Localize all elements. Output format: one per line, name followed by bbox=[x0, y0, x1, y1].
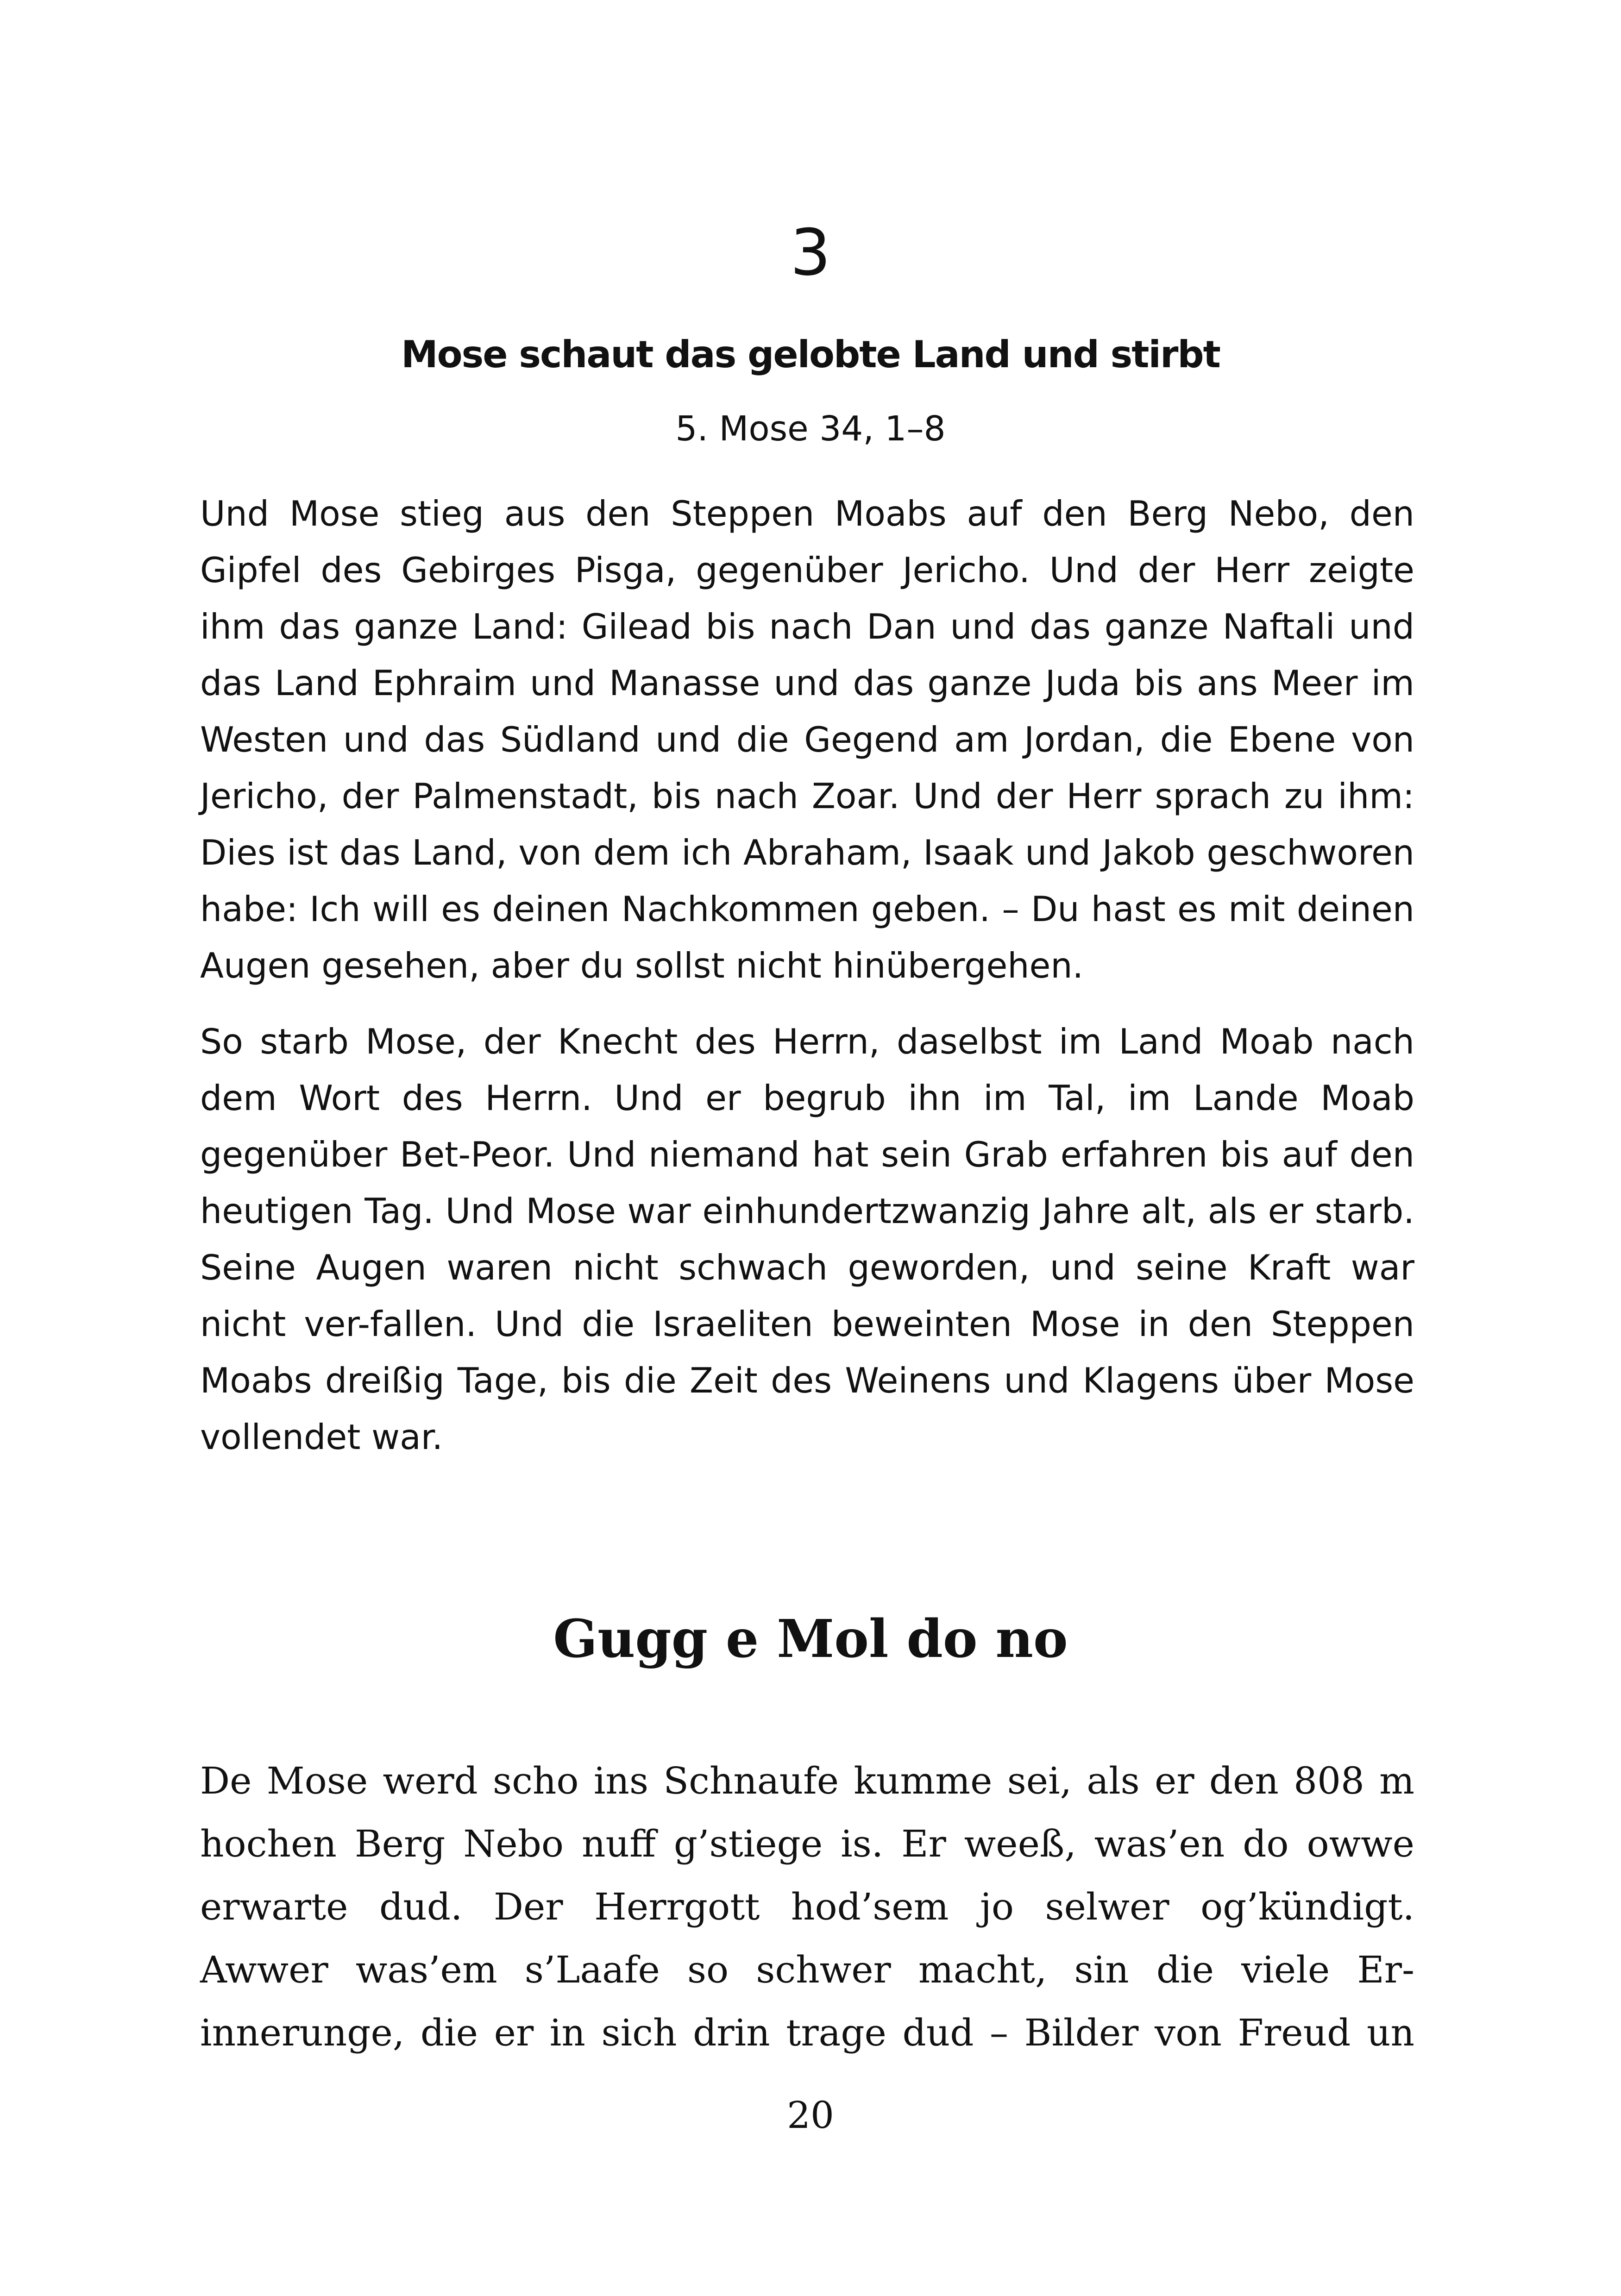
chapter-number: 3 bbox=[790, 215, 831, 290]
scripture-paragraph: So starb Mose, der Knecht des Herrn, daselbst im Land Moab nach dem Wort des Herrn. Und er begrub ihn im Tal, im Lande Moab gegenüber Bet-Peor. Und niemand hat sein Grab erfahren bis auf den heutigen Tag. Und Mose war einhundertzwanzig Jahre alt, als er starb. Seine Augen waren nicht schwach geworden, und seine Kraft war nicht ver-fallen. Und die Israeliten beweinten Mose in den Steppen Moabs dreißig Tage, bis die Zeit des Weinens und Klagens über Mose vollendet war. bbox=[200, 1022, 1414, 1457]
page-number: 20 bbox=[787, 2094, 834, 2137]
bible-reference: 5. Mose 34, 1–8 bbox=[675, 409, 946, 449]
dialect-paragraph: De Mose werd scho ins Schnaufe kumme sei, als er den 808 m hochen Berg Nebo nuff g’stiege is. Er weeß, was’en do owwe erwarte dud. Der Herrgott hod’sem jo selwer og’kündigt. Awwer was’em s’Laafe so schwer macht, sin die viele Er-innerunge, die er in sich drin trage dud – Bilder von Freud un bbox=[200, 1759, 1414, 2054]
section-heading: Gugg e Mol do no bbox=[553, 1609, 1068, 1669]
scripture-paragraph: Und Mose stieg aus den Steppen Moabs auf den Berg Nebo, den Gipfel des Gebirges Pisga, gegenüber Jericho. Und der Herr zeigte ihm das ganze Land: Gilead bis nach Dan und das ganze Naftali und das Land Ephraim und Manasse und das ganze Juda bis ans Meer im Westen und das Südland und die Gegend am Jordan, die Ebene von Jericho, der Palmenstadt, bis nach Zoar. Und der Herr sprach zu ihm: Dies ist das Land, von dem ich Abraham, Isaak und Jakob geschworen habe: Ich will es deinen Nachkommen geben. – Du hast es mit deinen Augen gesehen, aber du sollst nicht hinübergehen. bbox=[200, 494, 1414, 986]
chapter-title: Mose schaut das gelobte Land und stirbt bbox=[401, 333, 1220, 376]
